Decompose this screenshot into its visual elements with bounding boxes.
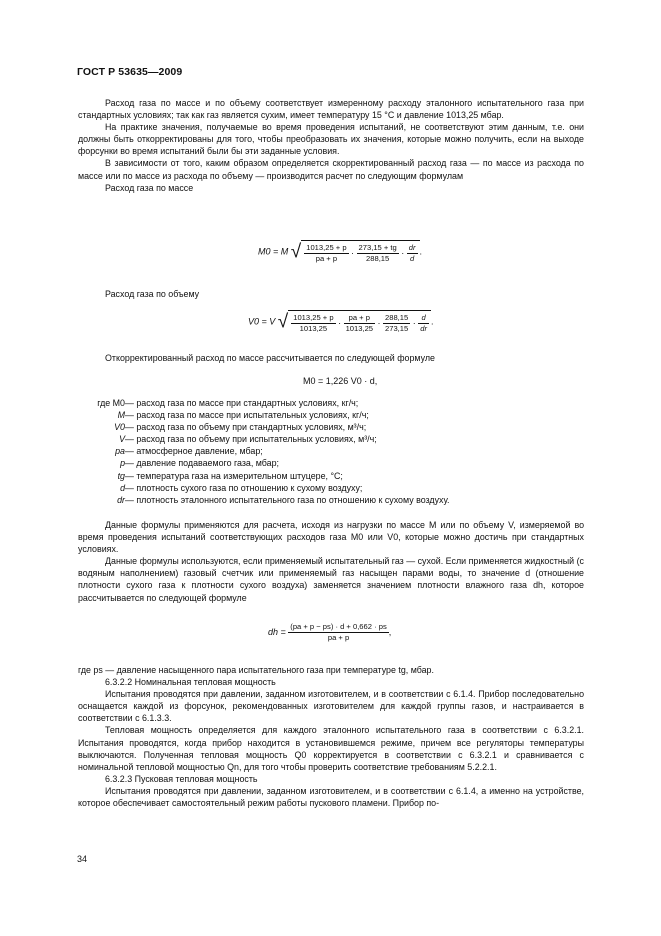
definition-row: M — расход газа по массе при испытательных условиях, кг/ч; — [117, 410, 369, 421]
label-corrected-mass-flow: Откорректированный расход по массе рассчитывается по следующей формуле — [105, 353, 435, 363]
intro-block — [78, 97, 584, 194]
paragraph-formulas-applied: Данные формулы применяются для расчета, исходя из нагрузки по массе M или по объему V, измеряемой во время проведения испытаний соответствующих расходов газа M0 или V0, которые можно достичь при стандартных условиях. — [78, 520, 584, 555]
section-6322-title: 6.3.2.2 Номинальная тепловая мощность — [105, 677, 276, 688]
paragraph-calculation: В зависимости от того, каким образом определяется скорректированный расход газа — по массе из расхода по массе или по массе из расхода по объему — производится расчет по следующим формулам — [78, 158, 584, 181]
definition-row: V0 — расход газа по объему при стандартных условиях, м³/ч; — [114, 422, 367, 433]
definition-row: pa — атмосферное давление, мбар; — [115, 446, 263, 457]
label-mass-flow: Расход газа по массе — [105, 182, 194, 193]
definition-row: dr — плотность эталонного испытательного газа по отношению к сухому воздуху. — [117, 494, 450, 505]
dh-frac-num: (pa + p − ps) · d + 0,662 · ps — [290, 622, 387, 631]
page-number: 34 — [77, 854, 88, 864]
m0-frac3-num: dr — [408, 243, 416, 252]
formula-m0-lhs: M0 = M — [258, 246, 289, 257]
v0-frac1-den: 1013,25 — [299, 324, 328, 333]
m0-frac1-num: 1013,25 + p — [306, 243, 347, 252]
v0-frac2-den: 1013,25 — [345, 324, 374, 333]
definition-row: tg — температура газа на измерительном штуцере, °С; — [117, 470, 343, 481]
v0-frac1-num: 1013,25 + p — [293, 313, 334, 322]
paragraph-correction: На практике значения, получаемые во время проведения испытаний, не соответствуют этим данным, т.е. они должны быть откорректированы для того, чтобы преобразовать их значения, которые можно получить, если на выходе форсунки во время испытаний были бы эти заданные условия. — [78, 122, 584, 157]
m0-frac3-den: d — [410, 254, 415, 263]
formula-volume-flow: V0 = V √ $\frac{1013,25 + p}{1013,25}$ · $\frac{pa + p}{1013,25}$ · $\frac{288,15}{273,15}$ · $\frac{d}{dr}$ . — [248, 311, 434, 333]
document-header: ГОСТ Р 53635—2009 — [77, 66, 183, 78]
definition-row: где M0 — расход газа по массе при стандартных условиях, кг/ч; — [97, 398, 359, 408]
dh-frac-den: pa + p — [327, 633, 350, 642]
v0-frac4-den: dr — [420, 324, 428, 333]
definitions-list — [78, 397, 584, 506]
paragraph-standard-conditions: Расход газа по массе и по объему соответствует измеренному расходу эталонного испытательного газа при стандартных условиях; так как газ является сухим, имеет температуру 15 °С и давление 1013,25 мбар. — [78, 98, 584, 121]
section-6322-paragraph-2: Тепловая мощность определяется для каждого эталонного испытательного газа в соответствии с 6.3.2.1. Испытания проводятся, когда прибор находится в установившемся режиме, причем все регуляторы температуры выключаются. Полученная тепловая мощность Q0 корректируется в соответствии с 6.3.2.1 и сравнивается с номинальной тепловой мощностью Qn, для того чтобы проверить соответствие требованиям 5.2.2.1. — [78, 725, 584, 772]
definition-ps: где ps — давление насыщенного пара испытательного газа при температуре tg, мбар. — [78, 665, 434, 675]
v0-frac3-den: 273,15 — [385, 324, 409, 333]
formula-corrected-mass: M0 = 1,226 V0 · d, — [303, 376, 378, 386]
v0-frac2-num: pa + p — [344, 313, 375, 324]
definition-row: V — расход газа по объему при испытательных условиях, м³/ч; — [119, 434, 377, 445]
m0-frac2-num: 273,15 + tg — [358, 243, 397, 252]
formula-wet-gas-density: dh = $\frac{(pa + p - ps) \cdot d + 0,662 \cdot ps}{pa + p}$ , — [268, 622, 392, 642]
section-6323-paragraph-1: Испытания проводятся при давлении, заданном изготовителем, и в соответствии с 6.1.4, а именно на устройстве, которое обеспечивает самостоятельный режим работы пускового пламени. Прибор по- — [78, 785, 584, 809]
section-6323-title: 6.3.2.3 Пусковая тепловая мощность — [105, 773, 258, 784]
definition-row: d — плотность сухого газа по отношению к сухому воздуху; — [120, 482, 363, 493]
paragraph-dry-gas: Данные формулы используются, если применяемый испытательный газ — сухой. Если применяется жидкостный (с водяным наполнением) газовый счетчик или применяемый газ насыщен парами воды, то значение d (отношение плотности сухого газа к плотности сухого воздуха) заменяется значением плотности влажного газа dh, которое рассчитывается по следующей формуле — [78, 556, 584, 603]
v0-frac4-num: d — [418, 313, 429, 324]
m0-frac1-den: pa + p — [315, 254, 338, 263]
v0-frac3-num: 288,15 — [385, 313, 409, 322]
definition-row: p — давление подаваемого газа, мбар; — [120, 458, 280, 469]
label-volume-flow: Расход газа по объему — [105, 289, 200, 299]
formula-v0-lhs: V0 = V — [248, 316, 276, 327]
formula-dh-lhs: dh = — [268, 626, 286, 637]
section-6322-paragraph-1: Испытания проводятся при давлении, заданном изготовителем, и в соответствии с 6.1.4. Прибор последовательно оснащается каждой из форсунок, рекомендованных изготовителем для каждой группы газов, и настраивается в соответствии с 6.1.3.3. — [78, 689, 584, 724]
m0-frac2-den: 288,15 — [366, 254, 390, 263]
formula-mass-flow: M0 = M √ $\frac{1013,25 + p}{pa + p}$ · $\frac{273,15 + tg}{288,15}$ · $\frac{dr}{d}$ . — [258, 241, 423, 263]
